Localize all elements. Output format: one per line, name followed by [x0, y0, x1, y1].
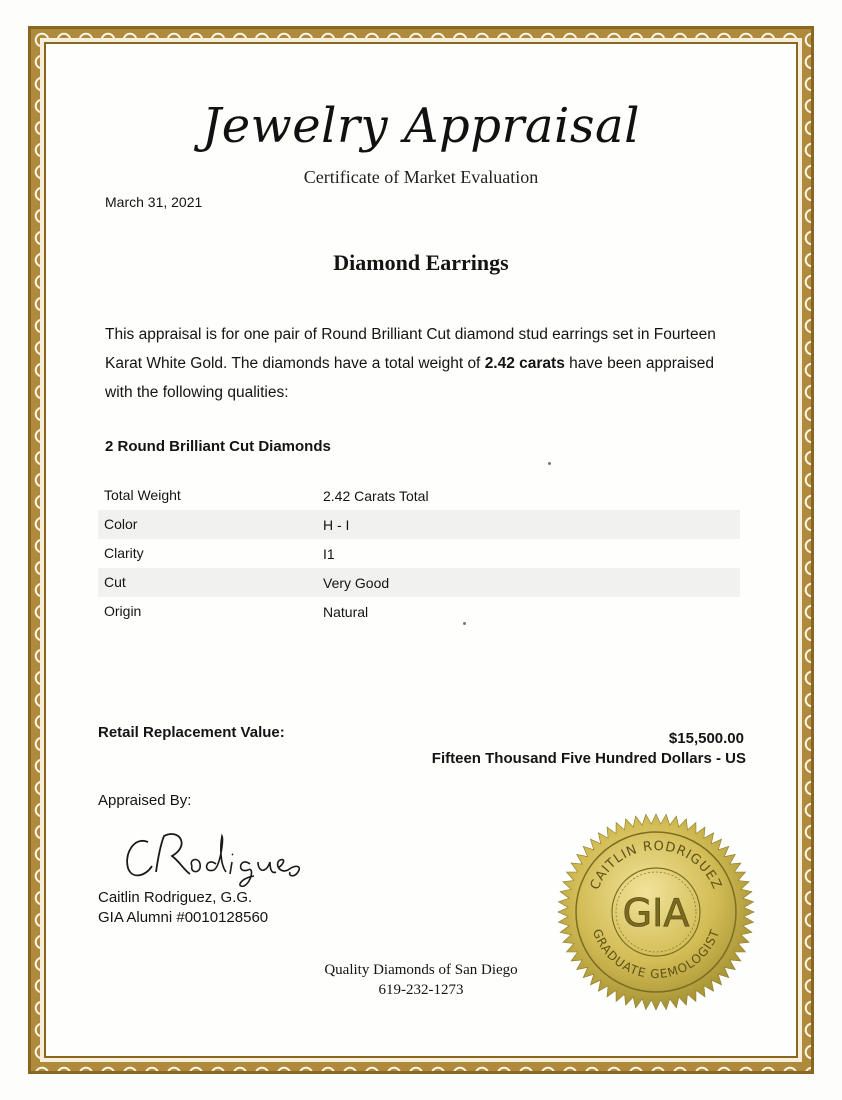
retail-value-label: Retail Replacement Value: [98, 724, 285, 741]
retail-value-amount: $15,500.00 [668, 730, 744, 747]
seal-center-text: GIA [622, 891, 690, 935]
appraiser-signature [120, 820, 310, 892]
print-speck [548, 462, 551, 465]
appraiser-block [98, 888, 268, 928]
appraised-by-label: Appraised By: [98, 792, 192, 809]
description-paragraph [105, 320, 745, 407]
spec-value: Natural [323, 604, 369, 620]
gia-seal [556, 812, 756, 1012]
spec-label: Color [104, 516, 138, 532]
spec-label: Origin [104, 603, 142, 619]
spec-row-clarity [98, 539, 740, 568]
retail-value-words: Fifteen Thousand Five Hundred Dollars - US [431, 750, 746, 767]
spec-row-cut [98, 568, 740, 597]
description-text-2: have been appraised with the following qualities: [105, 355, 714, 401]
company-phone: 619-232-1273 [378, 982, 464, 998]
spec-label: Total Weight [104, 487, 181, 503]
spec-row-total-weight [98, 481, 740, 510]
spec-value: 2.42 Carats Total [323, 488, 429, 504]
spec-value: I1 [323, 546, 335, 562]
spec-label: Cut [104, 574, 126, 590]
document-title: Jewelry Appraisal [202, 98, 640, 154]
item-heading: Diamond Earrings [333, 250, 509, 275]
spec-label: Clarity [104, 545, 144, 561]
seal-top-text: CAITLIN RODRIGUEZ [587, 838, 725, 893]
carat-weight-bold: 2.42 carats [484, 355, 565, 372]
seal-bottom-text: GRADUATE GEMOLOGIST [589, 926, 723, 982]
appraiser-alumni-number: GIA Alumni #0010128560 [98, 909, 269, 926]
spec-row-color [98, 510, 740, 539]
appraisal-date: March 31, 2021 [105, 194, 203, 210]
document-subtitle: Certificate of Market Evaluation [303, 167, 539, 187]
print-speck [463, 622, 466, 625]
spec-value: H - I [323, 517, 350, 533]
appraiser-name: Caitlin Rodriguez, G.G. [98, 889, 253, 906]
stone-subheading: 2 Round Brilliant Cut Diamonds [105, 438, 331, 455]
spec-value: Very Good [323, 575, 390, 591]
company-name: Quality Diamonds of San Diego [324, 962, 518, 978]
spec-row-origin [98, 597, 740, 626]
spec-table [98, 481, 740, 626]
description-text-1: This appraisal is for one pair of Round Brilliant Cut diamond stud earrings set in Fourteen Karat White Gold. The diamonds have a total weight of [105, 326, 716, 372]
